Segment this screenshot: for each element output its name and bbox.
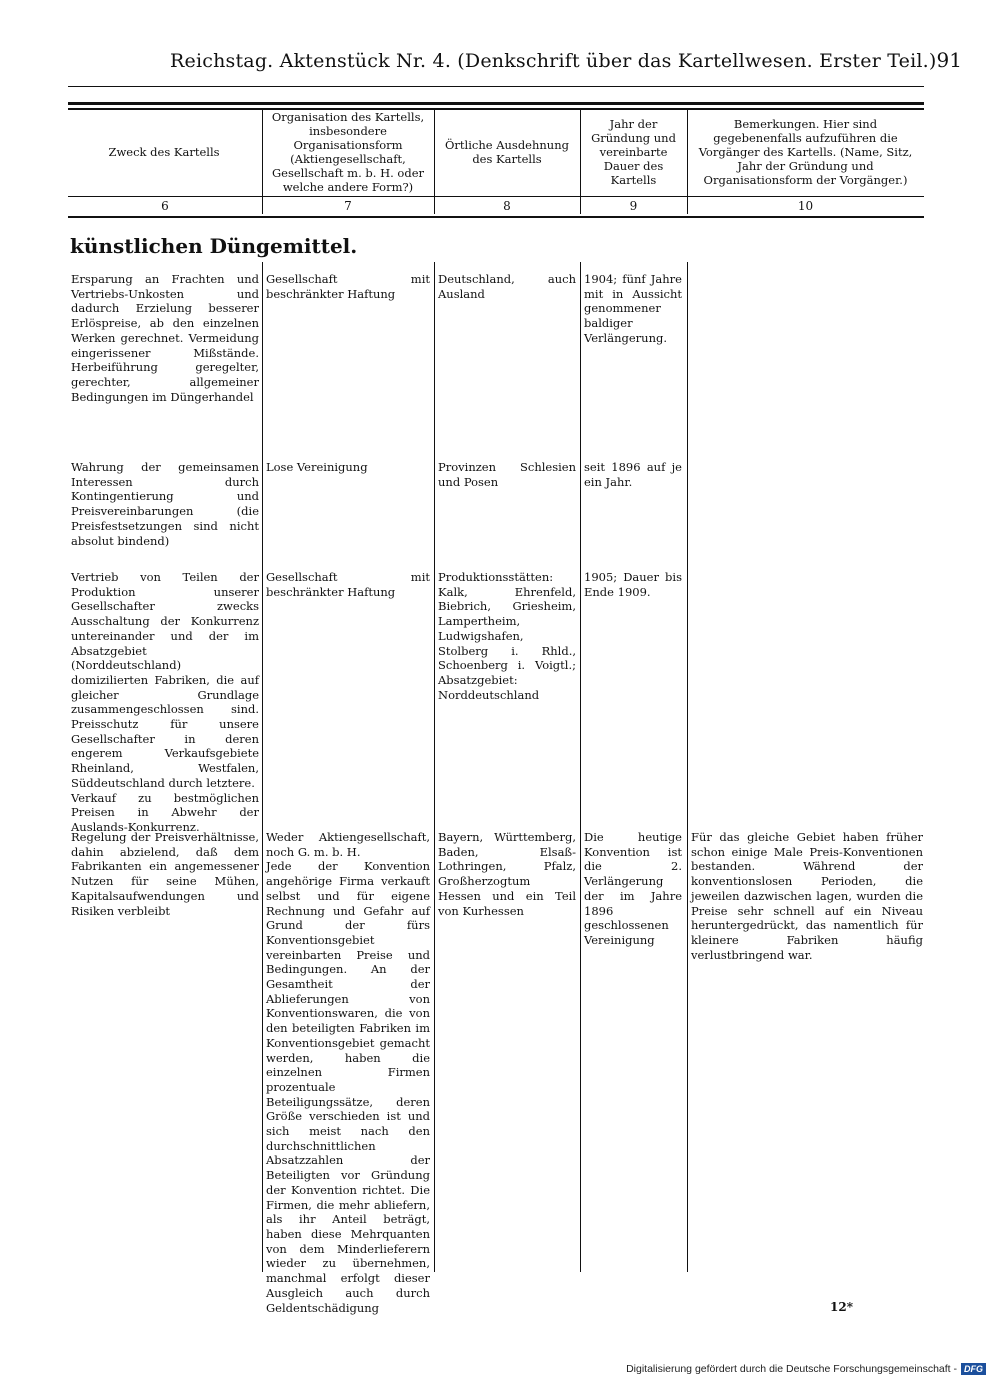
cell-ausdehnung: Provinzen Schlesien und Posen	[438, 460, 576, 489]
cell-bemerkungen: Für das gleiche Gebiet haben früher schon einige Male Preis-Konventionen bestanden. Während der konventionslosen Perioden, die jeweilen dazwischen lagen, wurden die Preise sehr schnell auf ein Niveau heruntergedrückt, das namentlich für kleinere Fabriken häufig verlustbringend war.	[691, 830, 923, 962]
page-number: 91	[936, 48, 962, 72]
cell-jahr: 1905; Dauer bis Ende 1909.	[584, 570, 682, 599]
digitization-credit	[626, 1363, 986, 1375]
cell-ausdehnung: Produktionsstätten: Kalk, Ehrenfeld, Biebrich, Griesheim, Lampertheim, Ludwigshafen, Stolberg i. Rhld., Schoenberg i. Voigtl.; Absatzgebiet: Norddeutschland	[438, 570, 576, 702]
cell-zweck: Regelung der Preisverhältnisse, dahin abzielend, daß dem Fabrikanten ein angemessener Nutzen für seine Mühen, Kapitalsaufwendungen und Risiken verbleibt	[71, 830, 259, 918]
column-header-jahr: Jahr der Gründung und vereinbarte Dauer des Kartells	[591, 117, 676, 187]
page-header	[68, 48, 962, 82]
column-header-bemerkungen: Bemerkungen. Hier sind gegebenenfalls aufzuführen die Vorgänger des Kartells. (Name, Sitz, Jahr der Gründung und Organisationsform der Vorgänger.)	[698, 117, 913, 187]
dfg-logo: DFG	[961, 1363, 986, 1375]
column-divider	[262, 110, 263, 214]
cell-zweck: Wahrung der gemeinsamen Interessen durch Kontingentierung und Preisvereinbarungen (die Preisfestsetzungen sind nicht absolut bindend)	[71, 460, 259, 548]
column-divider	[687, 110, 688, 214]
column-divider	[434, 262, 435, 1272]
header-rule	[68, 86, 924, 87]
section-title: künstlichen Düngemittel.	[70, 234, 358, 258]
cell-organisation: Weder Aktiengesellschaft, noch G. m. b. H. Jede der Konvention angehörige Firma verkauft selbst und für eigene Rechnung und Gefahr auf Grund der fürs Konventionsgebiet vereinbarten Preise und Bedingungen. An der Gesamtheit der Ablieferungen von Konventionswaren, die von den beteiligten Fabriken im Konventionsgebiet gemacht werden, haben die einzelnen Firmen prozentuale Beteiligungssätze, deren Größe verschieden ist und sich meist nach den durchschnittlichen Absatzzahlen der Beteiligten vor Gründung der Konvention richtet. Die Firmen, die mehr abliefern, als ihr Anteil beträgt, haben diese Mehrquanten von dem Minderlieferern wieder zu übernehmen, manchmal erfolgt dieser Ausgleich auch durch Geldentschädigung	[266, 830, 430, 1315]
running-title: Reichstag. Aktenstück Nr. 4. (Denkschrift über das Kartellwesen. Erster Teil.)	[170, 50, 937, 72]
cell-zweck: Ersparung an Frachten und Vertriebs-Unkosten und dadurch Erzielung besserer Erlöspreise, ab den einzelnen Werken gerechnet. Vermeidung eingerissener Mißstände. Herbeiführung geregelter, gerechter, allgemeiner Bedingungen im Düngerhandel	[71, 272, 259, 404]
cell-organisation: Gesellschaft mit beschränkter Haftung	[266, 272, 430, 301]
column-divider	[687, 262, 688, 1272]
table-top-rule	[68, 102, 924, 105]
signature-mark: 12*	[830, 1300, 853, 1314]
column-header-block	[68, 108, 924, 218]
cell-zweck: Vertrieb von Teilen der Produktion unserer Gesellschafter zwecks Ausschaltung der Konkurrenz untereinander und der im Absatzgebiet (Norddeutschland) domizilierten Fabriken, die auf gleicher Grundlage zusammengeschlossen sind. Preisschutz für unsere Gesellschafter in deren engerem Verkaufsgebiete Rheinland, Westfalen, Süddeutschland durch letztere. Verkauf zu bestmöglichen Preisen in Abwehr der Auslands-Konkurrenz.	[71, 570, 259, 834]
column-divider	[262, 262, 263, 1272]
column-divider	[580, 262, 581, 1272]
cell-jahr: Die heutige Konvention ist die 2. Verlängerung der im Jahre 1896 geschlossenen Vereinigung	[584, 830, 682, 947]
column-divider	[580, 110, 581, 214]
column-number-10: 10	[687, 196, 924, 214]
cell-organisation: Gesellschaft mit beschränkter Haftung	[266, 570, 430, 599]
credit-text: Digitalisierung gefördert durch die Deutsche Forschungsgemeinschaft -	[626, 1363, 957, 1375]
column-header-ausdehnung: Örtliche Ausdehnung des Kartells	[445, 138, 569, 166]
cell-jahr: 1904; fünf Jahre mit in Aussicht genommener baldiger Verlängerung.	[584, 272, 682, 345]
column-header-organisation: Organisation des Kartells, insbesondere Organisationsform (Aktiengesellschaft, Gesellschaft m. b. H. oder welche andere Form?)	[271, 110, 425, 194]
cell-jahr: seit 1896 auf je ein Jahr.	[584, 460, 682, 489]
cell-ausdehnung: Deutschland, auch Ausland	[438, 272, 576, 301]
column-number-8: 8	[434, 196, 580, 214]
column-number-9: 9	[580, 196, 687, 214]
cell-ausdehnung: Bayern, Württemberg, Baden, Elsaß-Lothringen, Pfalz, Großherzogtum Hessen und ein Teil von Kurhessen	[438, 830, 576, 918]
cell-organisation: Lose Vereinigung	[266, 460, 368, 474]
column-number-7: 7	[262, 196, 434, 214]
column-header-zweck: Zweck des Kartells	[108, 145, 220, 159]
column-number-6: 6	[68, 196, 262, 214]
column-divider	[434, 110, 435, 214]
